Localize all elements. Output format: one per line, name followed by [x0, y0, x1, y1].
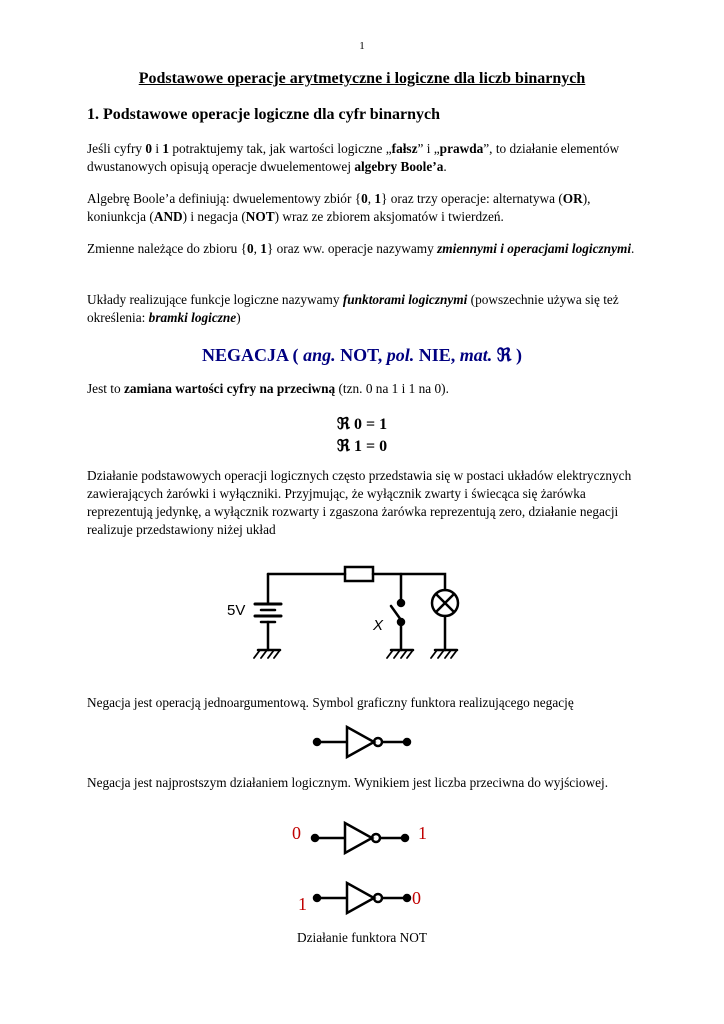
paragraph-logical-variables: Zmienne należące do zbioru {0, 1} oraz ww. operacje nazywamy zmiennymi i operacjami logicznymi.: [87, 241, 635, 256]
page-number: 1: [359, 40, 365, 52]
example1-input: 0: [292, 823, 301, 843]
example2-input: 1: [298, 894, 307, 914]
not-gate-example-1: [310, 818, 410, 858]
paragraph-simplest-operation: Negacja jest najprostszym działaniem logicznym. Wynikiem jest liczba przeciwna do wyjściowej.: [87, 775, 609, 790]
paragraph-negation-definition: Jest to zamiana wartości cyfry na przeciwną (tzn. 0 na 1 i 1 na 0).: [87, 381, 449, 396]
not-gate-example-2: [312, 878, 412, 918]
paragraph-boolean-values: Jeśli cyfry 0 i 1 potraktujemy tak, jak wartości logiczne „fałsz” i „prawda”, to działanie elementów dwustanowych opisują operacje dwuelementowej algebry Boole’a.: [87, 141, 620, 174]
formula-not-one: ℜ 1 = 0: [336, 438, 388, 455]
not-gate-symbol: [312, 722, 412, 762]
figure-caption: Działanie funktora NOT: [297, 930, 427, 945]
example2-output: 0: [412, 888, 421, 908]
paragraph-logic-functors: Układy realizujące funkcje logiczne nazywamy funktorami logicznymi (powszechnie używa się też określenia: bramki logiczne): [87, 292, 619, 325]
paragraph-algebra-definition: Algebrę Boole’a definiują: dwuelementowy zbiór {0, 1} oraz trzy operacje: alternatywa (OR), koniunkcja (AND) i negacja (NOT) wraz ze zbiorem aksjomatów i twierdzeń.: [87, 191, 591, 224]
paragraph-circuit-explanation: Działanie podstawowych operacji logicznych często przedstawia się w postaci układów elektrycznych zawierających żarówki i wyłączniki. Przyjmując, że wyłącznik zwarty i świecąca się żarówka reprezentują jedynkę, a wyłącznik rozwarty i zgaszona żarówka reprezentują zero, działanie negacji realizuje przedstawiony niżej układ: [87, 468, 632, 537]
formula-not-zero: ℜ 0 = 1: [336, 416, 388, 433]
negation-circuit-diagram: [223, 550, 503, 675]
battery-label: 5V: [227, 602, 246, 619]
example1-output: 1: [418, 823, 427, 843]
paragraph-unary-operation: Negacja jest operacją jednoargumentową. Symbol graficzny funktora realizującego negację: [87, 695, 574, 710]
negation-heading: NEGACJA ( ang. NOT, pol. NIE, mat. ℜ ): [202, 345, 522, 365]
section-heading: 1. Podstawowe operacje logiczne dla cyfr binarnych: [87, 106, 440, 123]
document-title: Podstawowe operacje arytmetyczne i logiczne dla liczb binarnych: [138, 70, 586, 87]
switch-label: X: [373, 617, 384, 634]
